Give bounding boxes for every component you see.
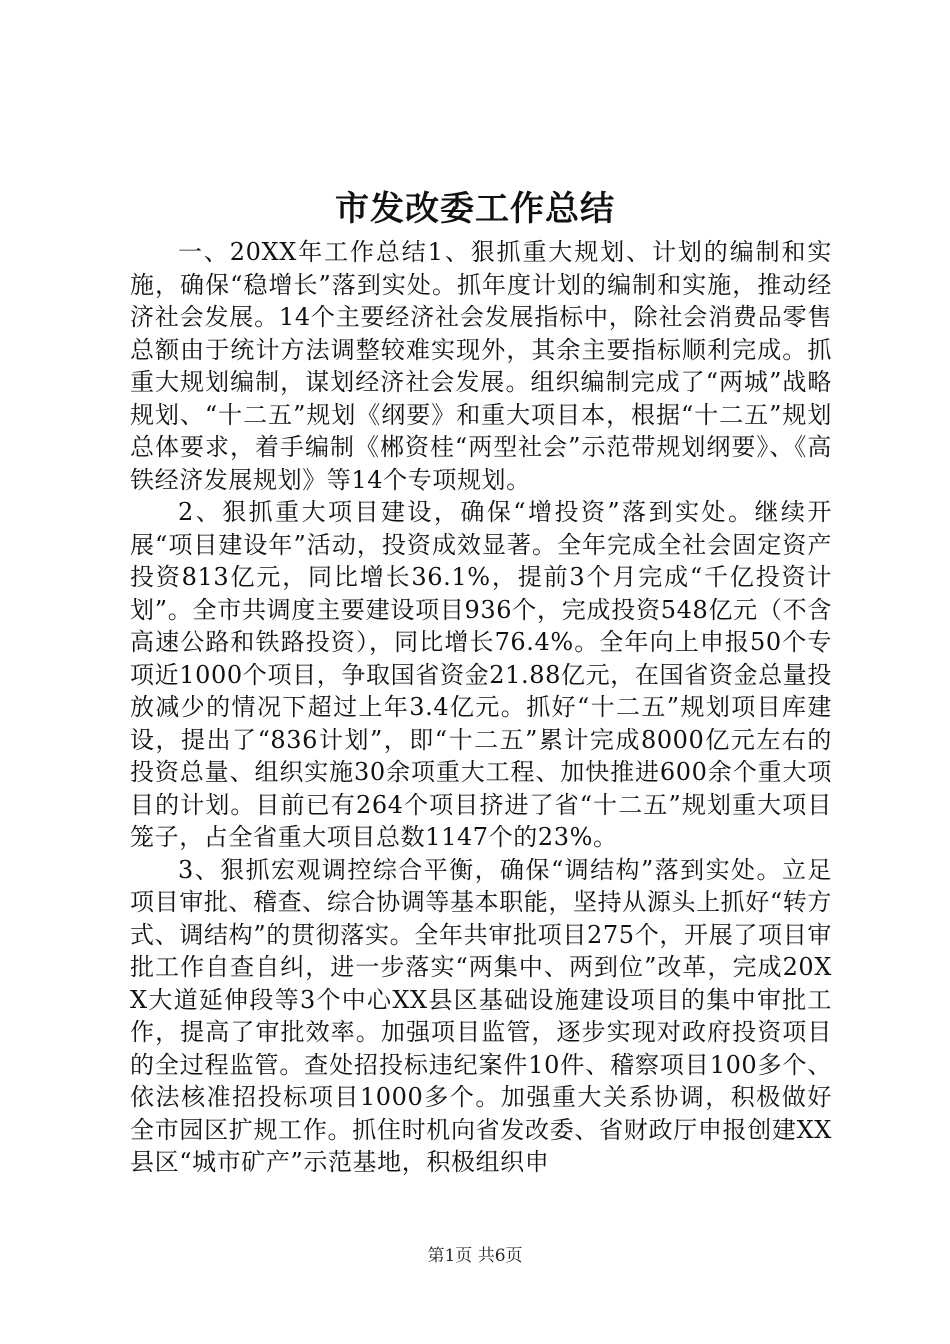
paragraph-1: 一、20XX年工作总结1、狠抓重大规划、计划的编制和实施，确保“稳增长”落到实处。抓年度计划的编制和实施，推动经济社会发展。14个主要经济社会发展指标中，除社会消费品零售总额由于统计方法调整较难实现外，其余主要指标顺利完成。抓重大规划编制，谋划经济社会发展。组织编制完成了“两城”战略规划、“十二五”规划《纲要》和重大项目本，根据“十二五”规划总体要求，着手编制《郴资桂“两型社会”示范带规划纲要》、《高铁经济发展规划》等14个专项规划。 [130, 238, 832, 494]
paragraph-3: 3、狠抓宏观调控综合平衡，确保“调结构”落到实处。立足项目审批、稽查、综合协调等基本职能，坚持从源头上抓好“转方式、调结构”的贯彻落实。全年共审批项目275个，开展了项目审批工作自查自纠，进一步落实“两集中、两到位”改革，完成20XX大道延伸段等3个中心XX县区基础设施建设项目的集中审批工作，提高了审批效率。加强项目监管，逐步实现对政府投资项目的全过程监管。查处招投标违纪案件10件、稽察项目100多个、依法核准招投标项目1000多个。加强重大关系协调，积极做好全市园区扩规工作。抓住时机向省发改委、省财政厅申报创建XX县区“城市矿产”示范基地，积极组织申 [130, 855, 832, 1176]
paragraph-2: 2、狠抓重大项目建设，确保“增投资”落到实处。继续开展“项目建设年”活动，投资成效显著。全年完成全社会固定资产投资813亿元，同比增长36.1%，提前3个月完成“千亿投资计划”。全市共调度主要建设项目936个，完成投资548亿元（不含高速公路和铁路投资），同比增长76.4%。全年向上申报50个专项近1000个项目，争取国省资金21.88亿元，在国省资金总量投放减少的情况下超过上年3.4亿元。抓好“十二五”规划项目库建设，提出了“836计划”，即“十二五”累计完成8000亿元左右的投资总量、组织实施30余项重大工程、加快推进600余个重大项目的计划。目前已有264个项目挤进了省“十二五”规划重大项目笼子，占全省重大项目总数1147个的23%。 [130, 498, 832, 851]
document-title: 市发改委工作总结 [335, 189, 615, 229]
document-body [130, 236, 832, 1179]
page-number-footer: 第1页 共6页 [427, 1246, 523, 1266]
